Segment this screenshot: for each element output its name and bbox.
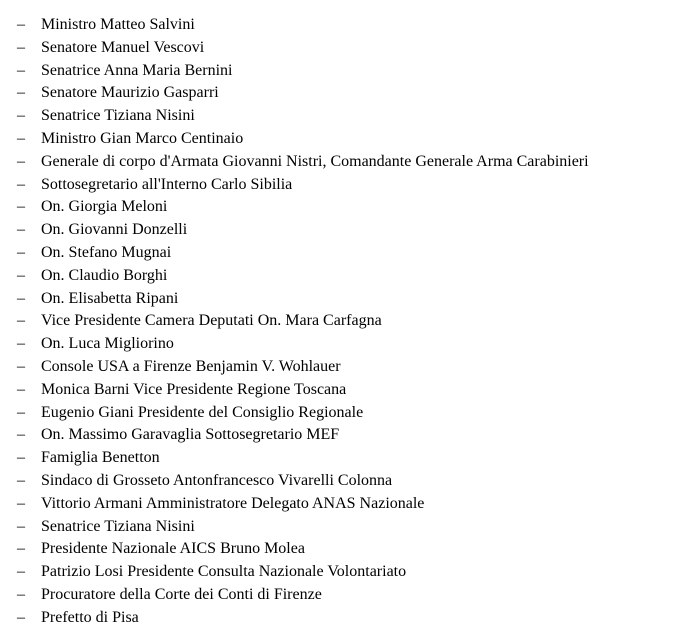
dash-bullet: – [17,38,25,56]
list-item-text: On. Giorgia Meloni [41,198,168,216]
list-item-text: Vice Presidente Camera Deputati On. Mara Carfagna [41,312,382,330]
list-item [0,174,696,197]
dash-bullet: – [17,563,25,581]
list-item-text: Monica Barni Vice Presidente Regione Toscana [41,380,347,398]
list-item [0,82,696,105]
list-item [0,151,696,174]
dash-bullet: – [17,494,25,512]
list-item-text: Sindaco di Grosseto Antonfrancesco Vivarelli Colonna [41,471,393,489]
list-item-text: Senatore Maurizio Gasparri [41,84,219,102]
dash-bullet: – [17,221,25,239]
list-item-text: On. Claudio Borghi [41,266,168,284]
list-item [0,219,696,242]
list-item-text: Senatrice Anna Maria Bernini [41,61,233,79]
dash-bullet: – [17,608,25,626]
list-item [0,14,696,37]
dash-bullet: – [17,175,25,193]
list-item [0,584,696,607]
dash-bullet: – [17,61,25,79]
dash-bullet: – [17,84,25,102]
dash-bullet: – [17,403,25,421]
list-item-text: On. Elisabetta Ripani [41,289,179,307]
dash-bullet: – [17,266,25,284]
dash-bullet: – [17,540,25,558]
list-item [0,288,696,311]
dash-bullet: – [17,289,25,307]
list-item-text: On. Luca Migliorino [41,335,174,353]
dash-bullet: – [17,449,25,467]
dash-bullet: – [17,471,25,489]
list-item [0,265,696,288]
list-item-text: Famiglia Benetton [41,449,160,467]
attendee-list [0,14,696,630]
dash-bullet: – [17,129,25,147]
list-item [0,196,696,219]
list-item-text: Senatore Manuel Vescovi [41,38,205,56]
list-item-text: On. Stefano Mugnai [41,243,172,261]
list-item-text: Ministro Gian Marco Centinaio [41,129,244,147]
list-item-text: On. Massimo Garavaglia Sottosegretario MEF [41,426,340,444]
list-item [0,493,696,516]
list-item-text: Presidente Nazionale AICS Bruno Molea [41,540,305,558]
dash-bullet: – [17,107,25,125]
list-item [0,470,696,493]
dash-bullet: – [17,152,25,170]
list-item-text: Console USA a Firenze Benjamin V. Wohlauer [41,357,341,375]
dash-bullet: – [17,517,25,535]
list-item [0,516,696,539]
list-item [0,60,696,83]
dash-bullet: – [17,243,25,261]
dash-bullet: – [17,198,25,216]
list-item [0,402,696,425]
list-item [0,424,696,447]
list-item-text: Patrizio Losi Presidente Consulta Nazionale Volontariato [41,563,407,581]
list-item [0,447,696,470]
list-item-text: Sottosegretario all'Interno Carlo Sibilia [41,175,293,193]
list-item [0,37,696,60]
list-item-text: Vittorio Armani Amministratore Delegato ANAS Nazionale [41,494,425,512]
dash-bullet: – [17,380,25,398]
list-item [0,105,696,128]
dash-bullet: – [17,312,25,330]
dash-bullet: – [17,16,25,33]
dash-bullet: – [17,335,25,353]
list-item-text: Senatrice Tiziana Nisini [41,517,195,535]
list-item-text: Generale di corpo d'Armata Giovanni Nistri, Comandante Generale Arma Carabinieri [41,152,589,170]
list-item [0,561,696,584]
list-item-text: Eugenio Giani Presidente del Consiglio Regionale [41,403,364,421]
list-item [0,310,696,333]
list-item [0,333,696,356]
list-item-text: Ministro Matteo Salvini [41,16,195,33]
list-item [0,242,696,265]
list-item-text: Prefetto di Pisa [41,608,139,626]
dash-bullet: – [17,357,25,375]
list-item [0,356,696,379]
list-item [0,128,696,151]
list-item [0,379,696,402]
list-item-text: On. Giovanni Donzelli [41,221,188,239]
list-item-text: Senatrice Tiziana Nisini [41,107,195,125]
dash-bullet: – [17,585,25,603]
dash-bullet: – [17,426,25,444]
list-item-text: Procuratore della Corte dei Conti di Firenze [41,585,322,603]
list-item [0,538,696,561]
list-item [0,607,696,630]
